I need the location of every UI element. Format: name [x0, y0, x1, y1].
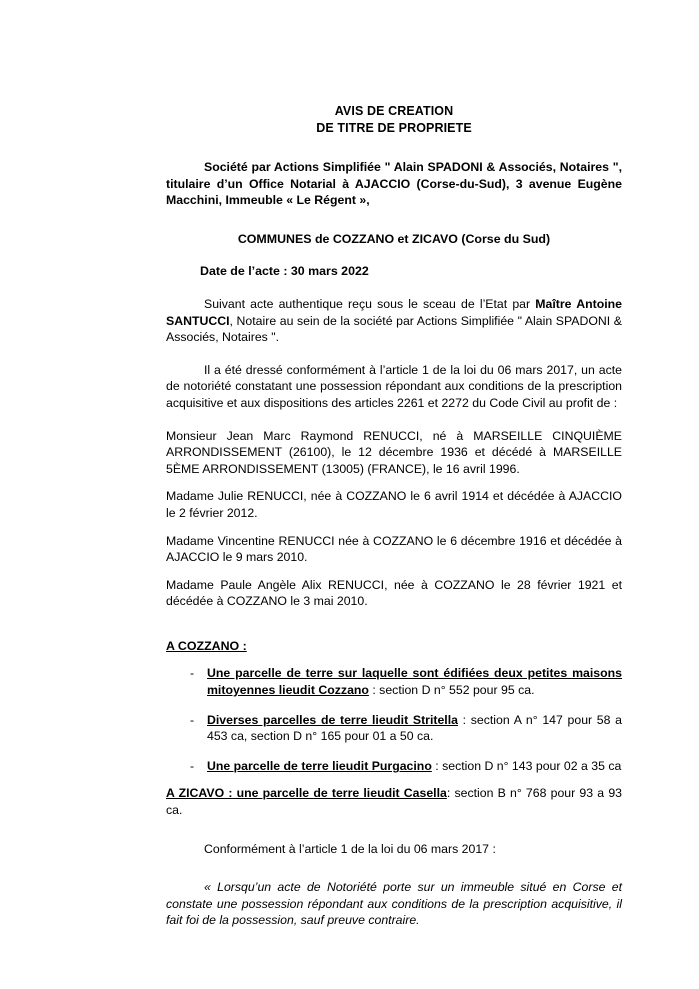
person-paragraph-2: Madame Julie RENUCCI, née à COZZANO le 6 avril 1914 et décédée à AJACCIO le 2 février 2012. [166, 489, 622, 520]
conformity-line: Conformément à l’article 1 de la loi du 06 mars 2017 : [204, 841, 496, 856]
company-paragraph: Société par Actions Simplifiée " Alain SPADONI & Associés, Notaires ", titulaire d’un Office Notarial à AJACCIO (Corse-du-Sud), 3 avenue Eugène Macchini, Immeuble « Le Régent », [166, 160, 622, 208]
notary-paragraph-tail: , Notaire au sein de la société par Actions Simplifiée " Alain SPADONI & Associés, Notaires ". [166, 313, 622, 345]
document-body [166, 103, 622, 929]
list-item [166, 665, 622, 698]
parcel-emphasis: Une parcelle de terre lieudit Purgacino [207, 758, 432, 773]
zicavo-detail: : section B n° 768 pour 93 a 93 ca. [166, 786, 622, 818]
parcel-emphasis: Une parcelle de terre sur laquelle sont édifiées deux petites maisons mitoyennes lieudit Cozzano [207, 666, 622, 698]
title-line-2: DE TITRE DE PROPRIETE [316, 121, 472, 135]
acte-date: Date de l’acte : 30 mars 2022 [200, 264, 369, 279]
zicavo-emphasis: A ZICAVO : une parcelle de terre lieudit Casella [166, 786, 447, 801]
spacer [166, 346, 622, 362]
spacer [166, 774, 622, 785]
spacer [166, 566, 622, 577]
spacer [166, 137, 622, 159]
zicavo-line [166, 785, 622, 818]
spacer [166, 654, 622, 665]
parcel-detail: : section D n° 552 pour 95 ca. [368, 683, 535, 698]
bullet-dash-icon: - [190, 666, 195, 681]
parcel-detail: : section D n° 143 pour 02 a 35 ca [431, 758, 622, 773]
person-paragraph-1: Monsieur Jean Marc Raymond RENUCCI, né à MARSEILLE CINQUIÈME ARRONDISSEMENT (26100), le 12 décembre 1936 et décédé à MARSEILLE 5ÈME ARRONDISSEMENT (13005) (FRANCE), le 16 avril 1996. [166, 428, 622, 476]
communes-line: COMMUNES de COZZANO et ZICAVO (Corse du Sud) [237, 231, 551, 246]
bullet-dash-icon: - [190, 712, 195, 727]
cozzano-parcel-list [166, 665, 622, 774]
spacer [166, 819, 622, 841]
list-item [166, 758, 622, 775]
person-paragraph-4: Madame Paule Angèle Alix RENUCCI, née à COZZANO le 28 février 1921 et décédée à COZZANO le 3 mai 2010. [166, 577, 622, 609]
title-line-1: AVIS DE CREATION [334, 104, 454, 118]
acte-paragraph: Il a été dressé conformément à l’article 1 de la loi du 06 mars 2017, un acte de notoriété constatant une possession répondant aux conditions de la prescription acquisitive et aux dispositions des articles 2261 et 2272 du Code Civil au profit de : [166, 362, 622, 410]
notary-paragraph [166, 296, 622, 346]
spacer [166, 610, 622, 638]
bullet-dash-icon: - [190, 758, 195, 773]
document-title [166, 103, 622, 137]
spacer [166, 412, 622, 428]
cozzano-heading [166, 638, 622, 655]
spacer [166, 857, 622, 879]
notary-paragraph-lead: Suivant acte authentique reçu sous le sceau de l’Etat par [204, 296, 536, 311]
quote-paragraph: « Lorsqu’un acte de Notoriété porte sur un immeuble situé en Corse et constate une possession répondant aux conditions de la prescription acquisitive, il fait foi de la possession, sauf preuve contraire. [166, 880, 622, 928]
spacer [166, 477, 622, 488]
parcel-detail: : section A n° 147 pour 58 a 453 ca, section D n° 165 pour 01 a 50 ca. [207, 712, 622, 744]
person-paragraph-3: Madame Vincentine RENUCCI née à COZZANO le 6 décembre 1916 et décédée à AJACCIO le 9 mars 2010. [166, 533, 622, 565]
list-item [166, 712, 622, 745]
spacer [166, 209, 622, 231]
cozzano-heading-text: A COZZANO : [166, 638, 247, 653]
spacer [166, 522, 622, 533]
notary-name: Maître Antoine SANTUCCI [166, 296, 622, 328]
parcel-emphasis: Diverses parcelles de terre lieudit Stritella [207, 712, 458, 727]
spacer [166, 247, 622, 263]
spacer [166, 280, 622, 296]
